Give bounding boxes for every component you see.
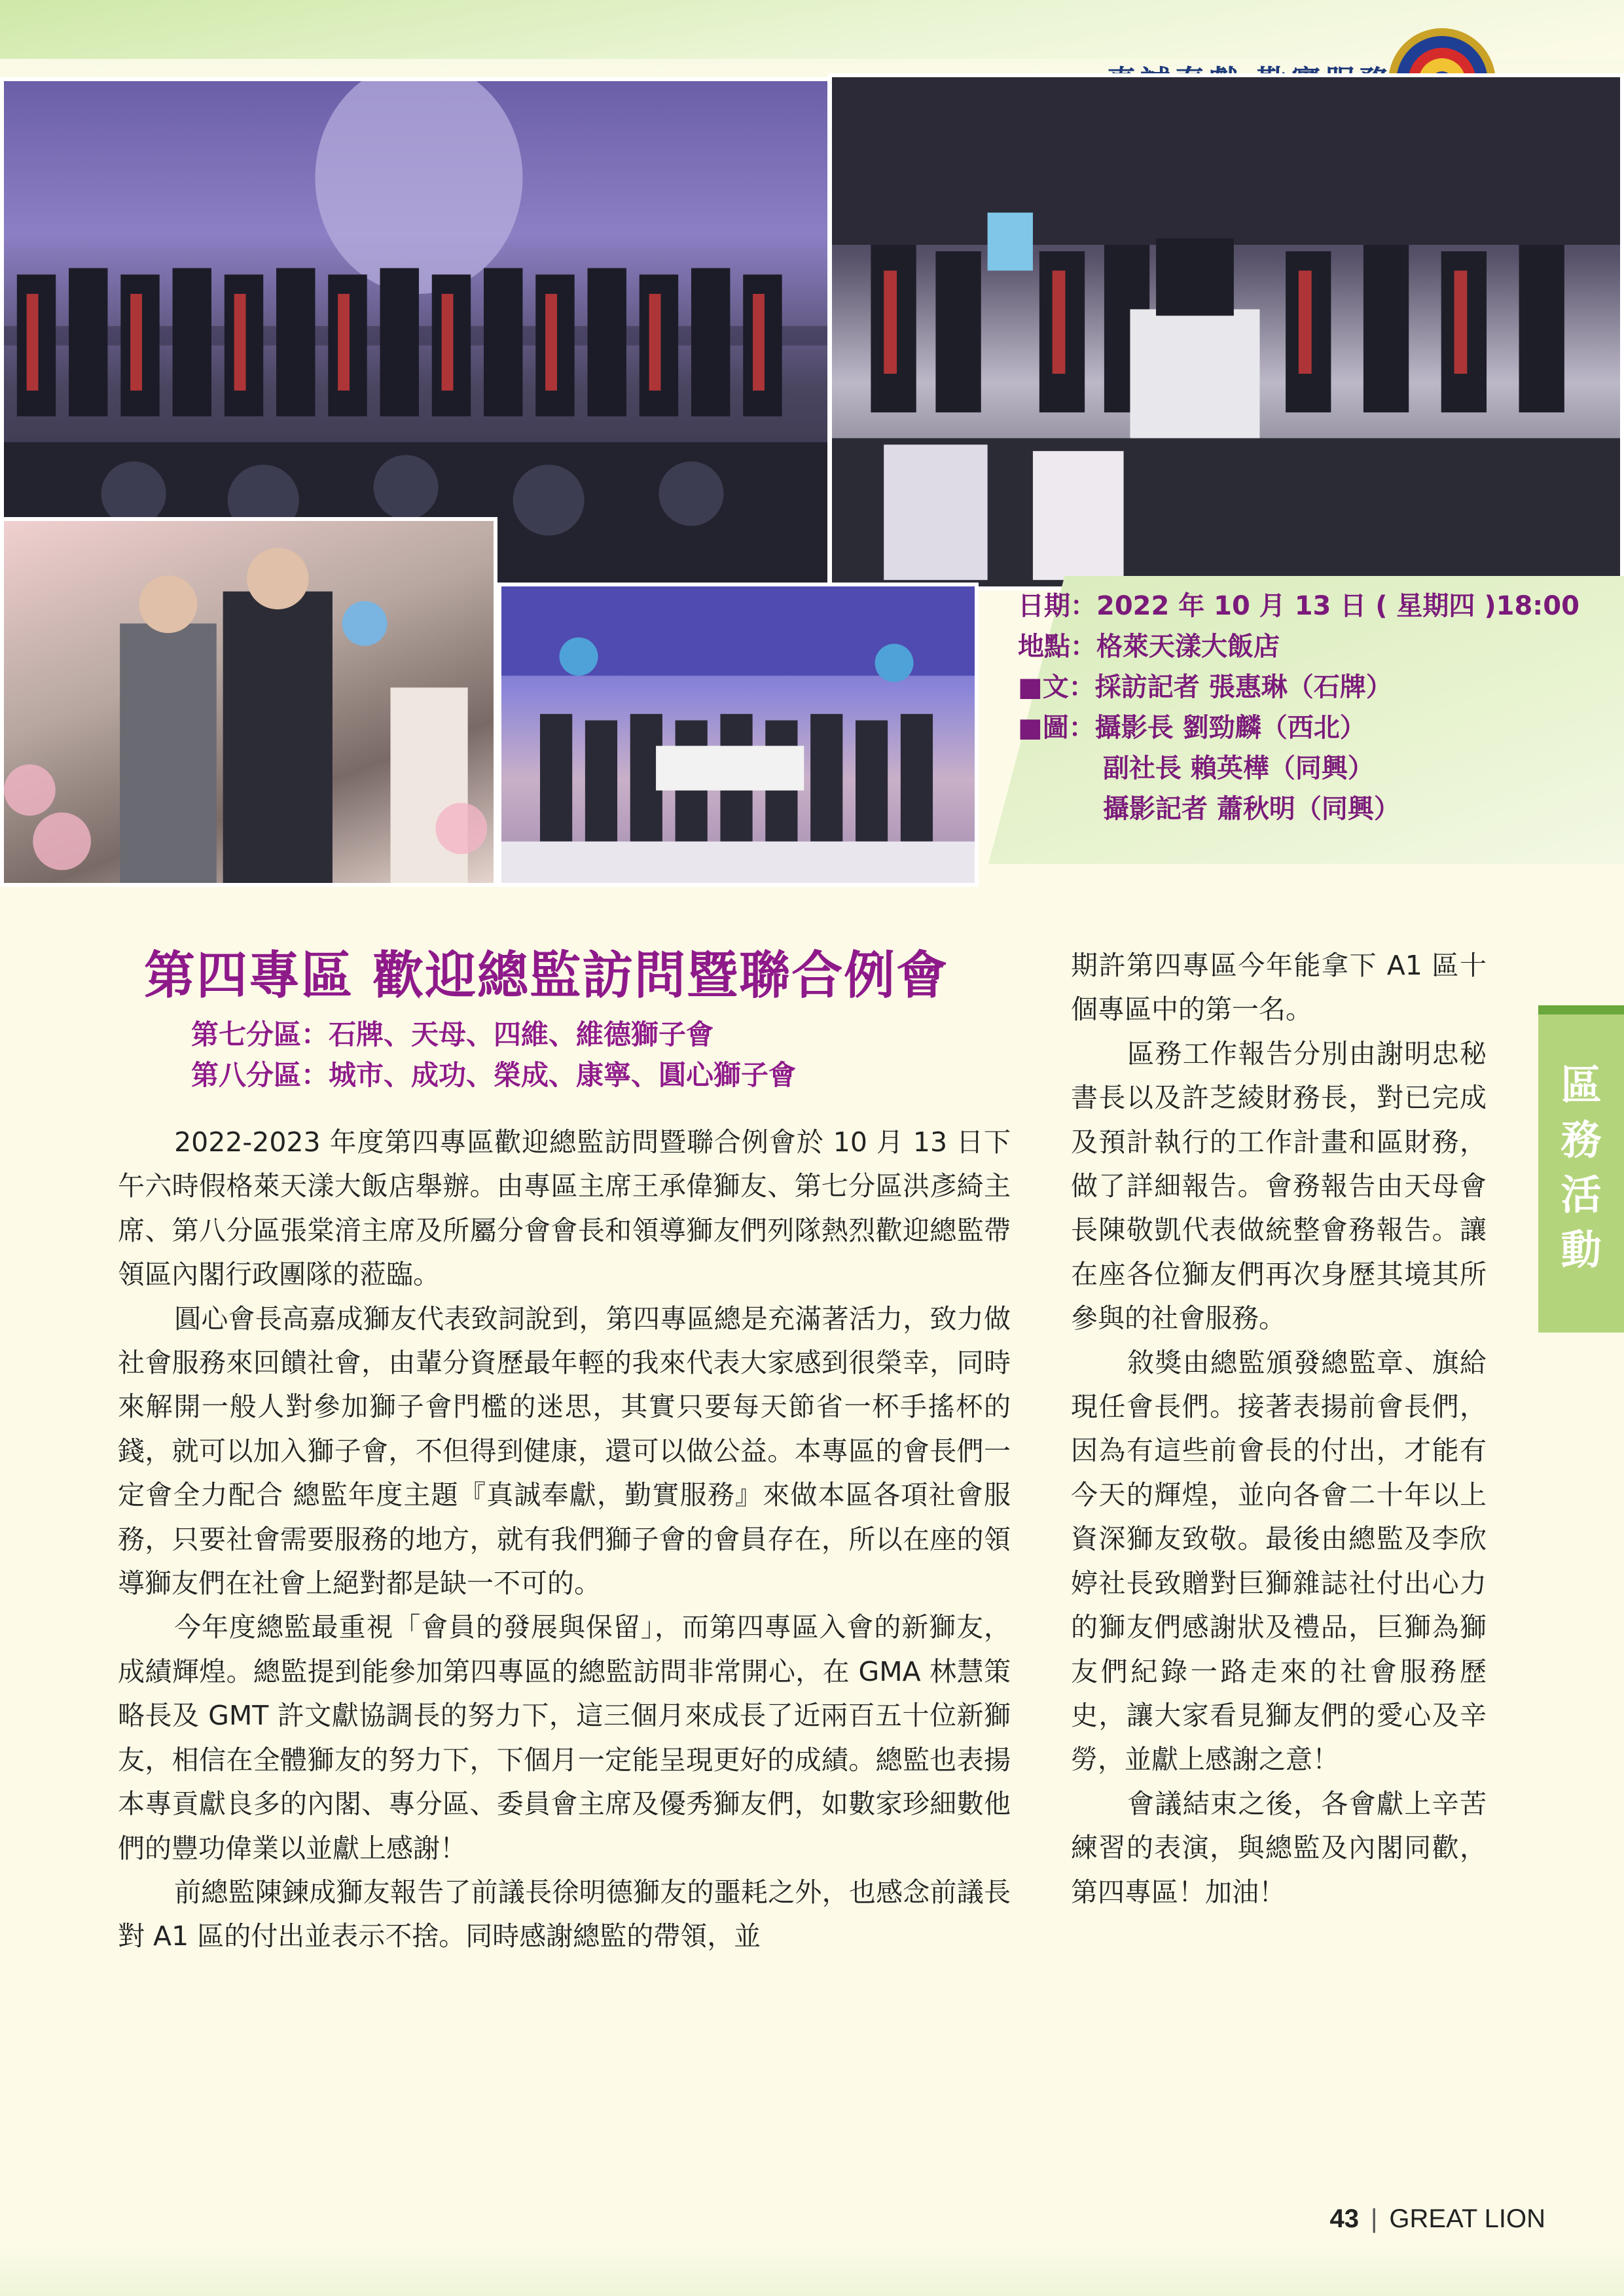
article-body-left-column [118,1121,1011,1959]
body-paragraph: 今年度總監最重視「會員的發展與保留」，而第四專區入會的新獅友，成績輝煌。總監提到能參加第四專區的總監訪問非常開心，在 GMA 林慧策略長及 GMT 許文獻協調長的努力下，這三個月來成長了近兩百五十位新獅友，相信在全體獅友的努力下，下個月一定能呈現更好的成績。總監也表揚本專貢獻良多的內閣、專分區、委員會主席及優秀獅友們，如數家珍細數他們的豐功偉業以並獻上感謝！ [118,1611,1011,1864]
photo-credit: ■圖：攝影長 劉勁麟（西北） [1018,713,1366,743]
body-paragraph: 敘獎由總監頒發總監章、旗給現任會長們。接著表揚前會長們，因為有這些前會長的付出，才能有今天的輝煌，並向各會二十年以上資深獅友致敬。最後由總監及李欣婷社長致贈對巨獅雜誌社付出心力的獅友們感謝狀及禮品，巨獅為獅友們紀錄一路走來的社會服務歷史，讓大家看見獅友們的愛心及辛勞，並獻上感謝之意！ [1071,1346,1487,1776]
article-title: 第四專區 歡迎總監訪問暨聯合例會 [144,946,949,1005]
body-paragraph: 會議結束之後，各會獻上辛苦練習的表演，與總監及內閣同歡，第四專區！加油！ [1071,1787,1487,1908]
section-tab-character: 活 [1561,1171,1602,1219]
body-paragraph: 圓心會長高嘉成獅友代表致詞說到，第四專區總是充滿著活力，致力做社會服務來回饋社會，由輩分資歷最年輕的我來代表大家感到很榮幸，同時來解開一般人對參加獅子會門檻的迷思，其實只要每天節省一杯手搖杯的錢，就可以加入獅子會，不但得到健康，還可以做公益。本專區的會長們一定會全力配合 總監年度主題『真誠奉獻，勤實服務』來做本區各項社會服務，只要社會需要服務的地方，就有我們獅子會的會員存在，所以在座的領導獅友們在社會上絕對都是缺一不可的。 [118,1302,1011,1600]
photo-credit: 攝影記者 蕭秋明（同興） [1103,794,1400,824]
footer-separator: | [1371,2204,1378,2233]
photo-icon [501,586,975,883]
body-paragraph: 前總監陳鍊成獅友報告了前議長徐明德獅友的噩耗之外，也感念前議長對 A1 區的付出並表示不捨。同時感謝總監的帶領，並 [118,1876,1011,1952]
magazine-name: GREAT LION [1389,2204,1545,2233]
body-paragraph: 期許第四專區今年能拿下 A1 區十個專區中的第一名。 [1071,950,1487,1026]
entrance-welcome-photo [0,517,497,887]
article-body-right-column [1071,944,1487,1914]
section-tab-label [1538,1058,1624,1278]
cake-cutting-photo [497,583,979,887]
body-paragraph: 區務工作報告分別由謝明忠秘書長以及許芝綾財務長，對已完成及預計執行的工作計畫和區財務，做了詳細報告。會務報告由天母會長陳敬凱代表做統整會務報告。讓在座各位獅友們再次身歷其境其所參與的社會服務。 [1071,1037,1487,1335]
event-info [1018,586,1579,829]
article-subtitle: 第八分區：城市、成功、榮成、康寧、圓心獅子會 [191,1059,797,1091]
photo-icon [4,81,827,592]
event-date: 日期：2022 年 10 月 13 日 ( 星期四 )18:00 [1018,591,1579,621]
section-tab-character: 動 [1561,1226,1602,1274]
section-tab-character: 區 [1561,1061,1602,1109]
page-number: 43 [1329,2204,1360,2233]
podium-speech-photo [828,73,1624,590]
article-subtitle: 第七分區：石牌、天母、四維、維德獅子會 [191,1018,714,1050]
page-footer [1330,2204,1545,2234]
section-tab-character: 務 [1561,1116,1602,1164]
section-side-tab [1538,1005,1624,1333]
photo-credit: 副社長 賴英樺（同興） [1103,753,1374,783]
body-paragraph: 2022-2023 年度第四專區歡迎總監訪問暨聯合例會於 10 月 13 日下午六時假格萊天漾大飯店舉辦。由專區主席王承偉獅友、第七分區洪彥綺主席、第八分區張棠湇主席及所屬分會會長和領導獅友們列隊熱烈歡迎總監帶領區內閣行政團隊的蒞臨。 [118,1126,1011,1291]
bottom-decorative-band [0,2245,1624,2296]
photo-icon [4,521,494,883]
top-green-stripe [0,0,1624,59]
event-venue: 地點：格萊天漾大飯店 [1018,632,1280,662]
photo-icon [832,77,1620,586]
text-credit: ■文：採訪記者 張惠琳（石牌） [1018,672,1392,702]
